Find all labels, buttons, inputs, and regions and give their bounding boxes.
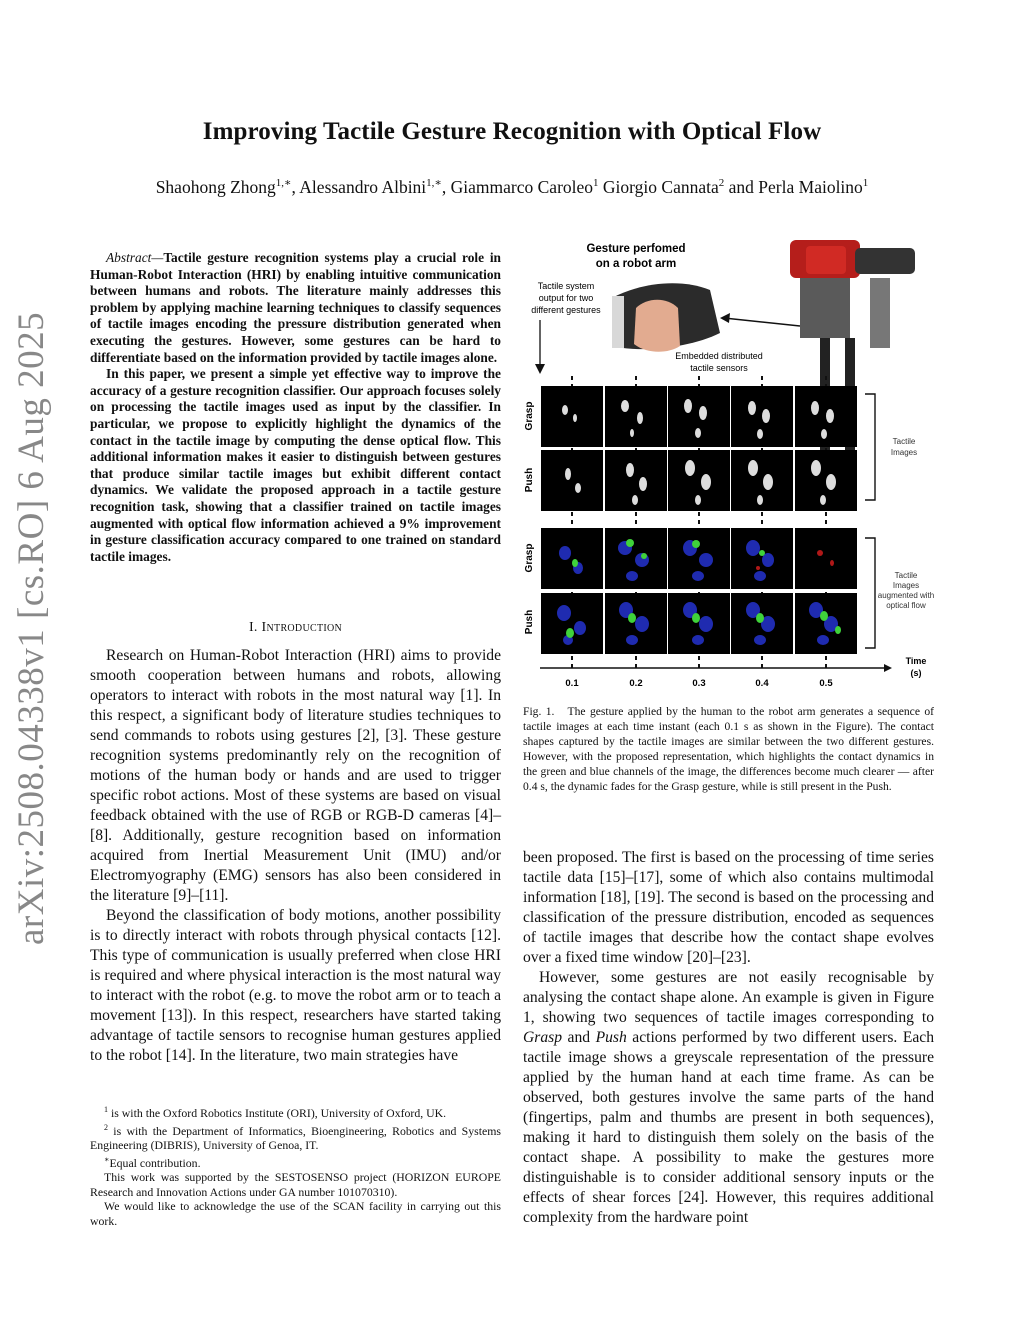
figure-1	[520, 238, 960, 698]
author-affiliation: 1,∗	[275, 177, 292, 189]
left-column-body	[90, 646, 501, 1066]
body-text: and	[562, 1029, 596, 1046]
abstract: Abstract—Tactile gesture recognition systems play a crucial role in Human-Robot Interaction (HRI) by enabling intuitive communication between humans and robots. The literature mainly addresses this problem by applying machine learning techniques to classify sequences of tactile images encoding the pressure distribution generated when executing the gestures. However, some gestures can be hard to differentiate based on the information provided by tactile images alone. In this paper, we present a simple yet effective way to improve the accuracy of a gesture recognition classifier. Our approach focuses solely on processing the tactile images used as input by the classifier. In particular, we propose to explicitly highlight the dynamics of the contact in the tactile image by computing the dense optical flow. This additional information makes it easier to distinguish between gestures that produce similar tactile images but exhibit different contact dynamics. We validate the proposed approach in a tactile gesture recognition task, showing that a classifier trained on tactile images augmented with optical flow information achieved a 9% improvement in gesture classification accuracy compared to one trained on standard tactile images.	[90, 250, 501, 564]
footnote-marker: 1	[104, 1105, 108, 1114]
figure-arrowhead	[535, 364, 545, 374]
body-paragraph: been proposed. The first is based on the processing of time series tactile data [15]–[17], some of which also contains multimodal information [18], [19]. The second is based on the processing and classification of the pressure distribution, encoded as sequences of tactile images that describe how the contact shape evolves over a fixed time window [20]–[23].	[523, 849, 934, 966]
author-name: Giammarco Caroleo	[450, 176, 594, 197]
right-column-body	[523, 848, 934, 1228]
time-tick: 0.3	[692, 678, 706, 689]
author-name: Alessandro Albini	[299, 176, 427, 197]
figure-title: Gesture perfomed	[586, 243, 686, 255]
footnote: is with the Oxford Robotics Institute (ORI), University of Oxford, UK.	[108, 1105, 447, 1120]
section-title: Introduction	[261, 620, 343, 635]
bracket-label: optical flow	[886, 601, 926, 610]
author-name: Perla Maiolino	[758, 176, 863, 197]
time-tick: 0.4	[755, 678, 769, 689]
figure-caption	[523, 704, 934, 794]
figure-annotation: output for two	[538, 293, 594, 303]
footnotes	[90, 1103, 501, 1229]
abstract-paragraph: In this paper, we present a simple yet effective way to improve the accuracy of a gesture recognition classifier. Our approach focuses solely on processing the tactile images used as input by the classifier. In particular, we propose to explicitly highlight the dynamics of the contact in the tactile image by computing the dense optical flow. This additional information makes it easier to distinguish between gestures that produce similar tactile images but exhibit different contact dynamics. We validate the proposed approach in a tactile gesture recognition task, showing that a classifier trained on tactile images augmented with optical flow information achieved a 9% improvement in gesture classification accuracy compared to one trained on standard tactile images.	[90, 366, 501, 564]
figure-annotation: Tactile system	[537, 281, 595, 291]
author-affiliation: 1,∗	[426, 177, 442, 189]
footnote: This work was supported by the SESTOSENSO project (HORIZON EUROPE Research and Innovation Actions under GA number 101070310).	[90, 1170, 501, 1199]
time-tick: 0.2	[629, 678, 643, 689]
author-affiliation: 1	[862, 177, 869, 189]
figure-annotation: Embedded distributed	[675, 351, 763, 361]
arxiv-identifier: arXiv:2508.04338v1 [cs.RO] 6 Aug 2025	[11, 311, 52, 945]
figure-title: on a robot arm	[595, 258, 677, 270]
time-tick: 0.5	[819, 678, 833, 689]
bracket-label: Tactile	[892, 437, 916, 446]
footnote-marker: ∗	[104, 1154, 110, 1164]
abstract-label: Abstract	[106, 250, 152, 265]
author-list: Shaohong Zhong$^{1,∗}$, Alessandro Albini$^{1,∗}$, Giammarco Caroleo$^1$ Giorgio Cannata$^2$ and Perla Maiolino$^1$	[155, 176, 869, 197]
author-affiliation: 1	[593, 177, 599, 189]
figure-arrowhead	[720, 313, 730, 323]
time-axis-unit: (s)	[910, 668, 922, 678]
tactile-images-optical-flow	[541, 528, 857, 654]
figure-annotation: different gestures	[531, 305, 601, 315]
gesture-name: Grasp	[523, 1029, 562, 1046]
bracket	[865, 394, 875, 500]
figure-arrow	[724, 318, 800, 326]
author-affiliation: 2	[718, 177, 725, 189]
author-name: Giorgio Cannata	[602, 176, 719, 197]
gesture-name: Push	[595, 1029, 627, 1046]
paper-title: Improving Tactile Gesture Recognition with Optical Flow	[202, 118, 822, 145]
body-text: actions performed by two different users. Each tactile image shows a greyscale representation of the pressure applied by the human hand at each time frame. As can be observed, both gestures involve the same parts of the hand (fingertips, palm and thumbs are present in both sequences), making it hard to distinguish them solely on the basis of the contact shape. A possibility to make the gestures more distinguishable is to consider additional sensory inputs or the effects of shear forces [24]. However, this requires additional complexity from the hardware point	[523, 1029, 934, 1226]
footnote: is with the Department of Informatics, Bioengineering, Robotics and Systems Engineering (DIBRIS), University of Genoa, IT.	[90, 1123, 501, 1153]
hand-photo	[612, 283, 720, 351]
figure-annotation: tactile sensors	[690, 363, 748, 373]
bracket-label: augmented with	[877, 591, 935, 600]
time-axis-label: Time	[905, 656, 927, 666]
abstract-paragraph: Tactile gesture recognition systems play a crucial role in Human-Robot Interaction (HRI) by enabling intuitive communication between humans and robots. The literature mainly addresses this problem by applying machine learning techniques to classify sequences of tactile images encoding the pressure distribution generated when executing the gestures. However, some gestures can be hard to differentiate based on the information provided by tactile images alone.	[90, 250, 501, 365]
row-label: Push	[524, 467, 535, 493]
section-heading	[90, 620, 501, 636]
bracket-label: Tactile	[894, 571, 918, 580]
footnote: Equal contribution.	[109, 1155, 201, 1170]
caption-text: The gesture applied by the human to the robot arm generates a sequence of tactile images at each time instant (each 0.1 s as shown in the Figure). The contact shapes captured by the tactile images are similar between the two different gestures. However, with the proposed representation, which highlights the contact dynamics in the green and blue channels of the image, the differences become much clearer — after 0.4 s, the dynamic fades for the Grasp gesture, while is still present in the Push.	[523, 705, 934, 793]
section-number: I.	[248, 620, 258, 635]
row-label: Grasp	[524, 543, 535, 573]
row-label: Push	[524, 609, 535, 635]
footnote-marker: 2	[104, 1122, 108, 1132]
row-label: Grasp	[524, 401, 535, 431]
time-tick: 0.1	[565, 678, 579, 689]
author-name: Shaohong Zhong	[155, 176, 276, 197]
footnote: We would like to acknowledge the use of the SCAN facility in carrying out this work.	[90, 1199, 501, 1228]
caption-label: Fig. 1.	[523, 705, 555, 718]
body-paragraph: Beyond the classification of body motions, another possibility is to directly interact with robots through physical contacts [12]. This type of communication is usually preferred when close HRI is required and where physical interaction is the most natural way to interact with the robot (e.g. to move the robot arm or to teach a movement [13]). In this respect, researchers have started taking advantage of tactile sensors to recognise human gestures applied to the robot [14]. In the literature, two main strategies have	[90, 907, 501, 1064]
body-paragraph	[523, 968, 934, 1228]
time-axis-arrowhead	[884, 664, 892, 672]
body-text: However, some gestures are not easily recognisable by analysing the contact shape alone. An example is given in Figure 1, showing two sequences of tactile images corresponding to	[523, 969, 934, 1026]
body-paragraph: Research on Human-Robot Interaction (HRI) aims to provide smooth cooperation between humans and robots, allowing operators to interact with robots in the most natural way [1]. In this respect, a significant body of literature studies techniques to send commands to robots using gestures [2], [3]. These gesture recognition systems predominantly rely on the recognition of motions of the human body or hands and are used to trigger specific robot actions. Most of these systems are based on visual feedback obtained with the use of RGB or RGB-D cameras [4]–[8]. Additionally, gesture recognition based on information acquired from Inertial Measurement Unit (IMU) and/or Electromyography (EMG) sensors has also been considered in the literature [9]–[11].	[90, 647, 501, 904]
bracket-label: Images	[892, 581, 920, 590]
bracket-label: Images	[890, 448, 918, 457]
bracket	[865, 538, 875, 648]
